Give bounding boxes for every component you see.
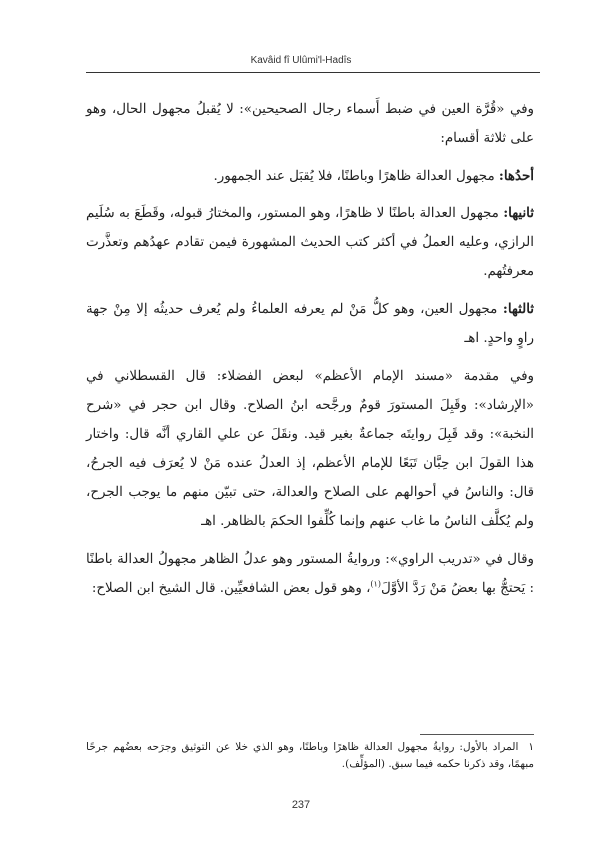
- footnote-reference[interactable]: (١): [370, 579, 381, 589]
- paragraph-first-category: [86, 162, 534, 191]
- paragraph-tadrib-al-rawi: [86, 545, 534, 603]
- paragraph-musnad-introduction: وفي مقدمة «مسند الإمام الأعظم» لبعض الفضلاء: قال القسطلاني في «الإرشاد»: وقَبِلَ المستورَ قومٌ ورجَّحه ابنُ الصلاح. وقال ابن حجر في «شرح النخبة»: وقد قَبِلَ روايتَه جماعةٌ بغير قيد. ونقَلَ عن علي القاري أنَّه قال: واختار هذا القولَ ابن حِبَّان تَبَعًا للإمام الأعظم، إذ العدلُ عنده مَنْ لا يُعرَف فيه الجرحُ، قال: والناسُ في أحوالهم على الصلاح والعدالة، حتى تبيّن منهم ما يوجب الجرح، ولم يُكلَّف الناسُ ما غاب عنهم وإنما كُلِّفوا الحكمَ بالظاهر. اهـ: [86, 369, 534, 529]
- paragraph-text-end: ، وهو قول بعض الشافعيِّين. قال الشيخ ابن الصلاح:: [91, 581, 371, 596]
- category-text: مجهول العين، وهو كلُّ مَنْ لم يعرفه العلماءُ ولم يُعرف حديثُه إلا مِنْ جهة راوٍ واحدٍ. اهـ: [86, 302, 534, 346]
- category-label: ثالثها:: [502, 301, 534, 317]
- header-rule: [86, 72, 540, 73]
- category-label: ثانيها:: [503, 205, 534, 221]
- running-header: Kavâid fî Ulûmi'l-Hadîs: [250, 55, 352, 66]
- footnote-text: المراد بالأول: روايةُ مجهول العدالة ظاهرًا وباطنًا، وهو الذي خلا عن التوثيق وجرَحه بعضُهم جرحًا مبهمًا، وقد ذكرنا حكمه فيما سبق. (المؤلِّف).: [86, 741, 534, 770]
- footnote-number: ١: [528, 741, 534, 753]
- main-text: [86, 95, 534, 612]
- footnote-rule: [420, 734, 534, 735]
- paragraph-qurrat-al-ayn: وفي «قُرَّة العين في ضبط أَسماء رجال الصحيحين»: لا يُقبلُ مجهول الحال، وهو على ثلاثة أقسام:: [86, 102, 534, 146]
- paragraph-text-start: وقال في «تدريب الراوي»: وروايةُ المستور وهو عدلُ الظاهر مجهولُ العدالة باطنًا : يَحتجُّ بها بعضُ مَنْ رَدَّ الأوَّلَ: [86, 552, 534, 596]
- footnote: [86, 739, 534, 773]
- page-number: 237: [291, 799, 311, 811]
- category-text: مجهول العدالة ظاهرًا وباطنًا، فلا يُقبَل عند الجمهور.: [213, 169, 499, 184]
- paragraph-third-category: [86, 295, 534, 353]
- paragraph-second-category: [86, 199, 534, 286]
- category-label: أحدُها:: [498, 168, 534, 184]
- category-text: مجهول العدالة باطنًا لا ظاهرًا، وهو المستور، والمختارُ قبوله، وقَطَعَ به سُلَيم الرازي، وعليه العملُ في أكثر كتب الحديث المشهورة فيمن تقادم عهدُهم وتعذَّرت معرفتُهم.: [86, 206, 534, 279]
